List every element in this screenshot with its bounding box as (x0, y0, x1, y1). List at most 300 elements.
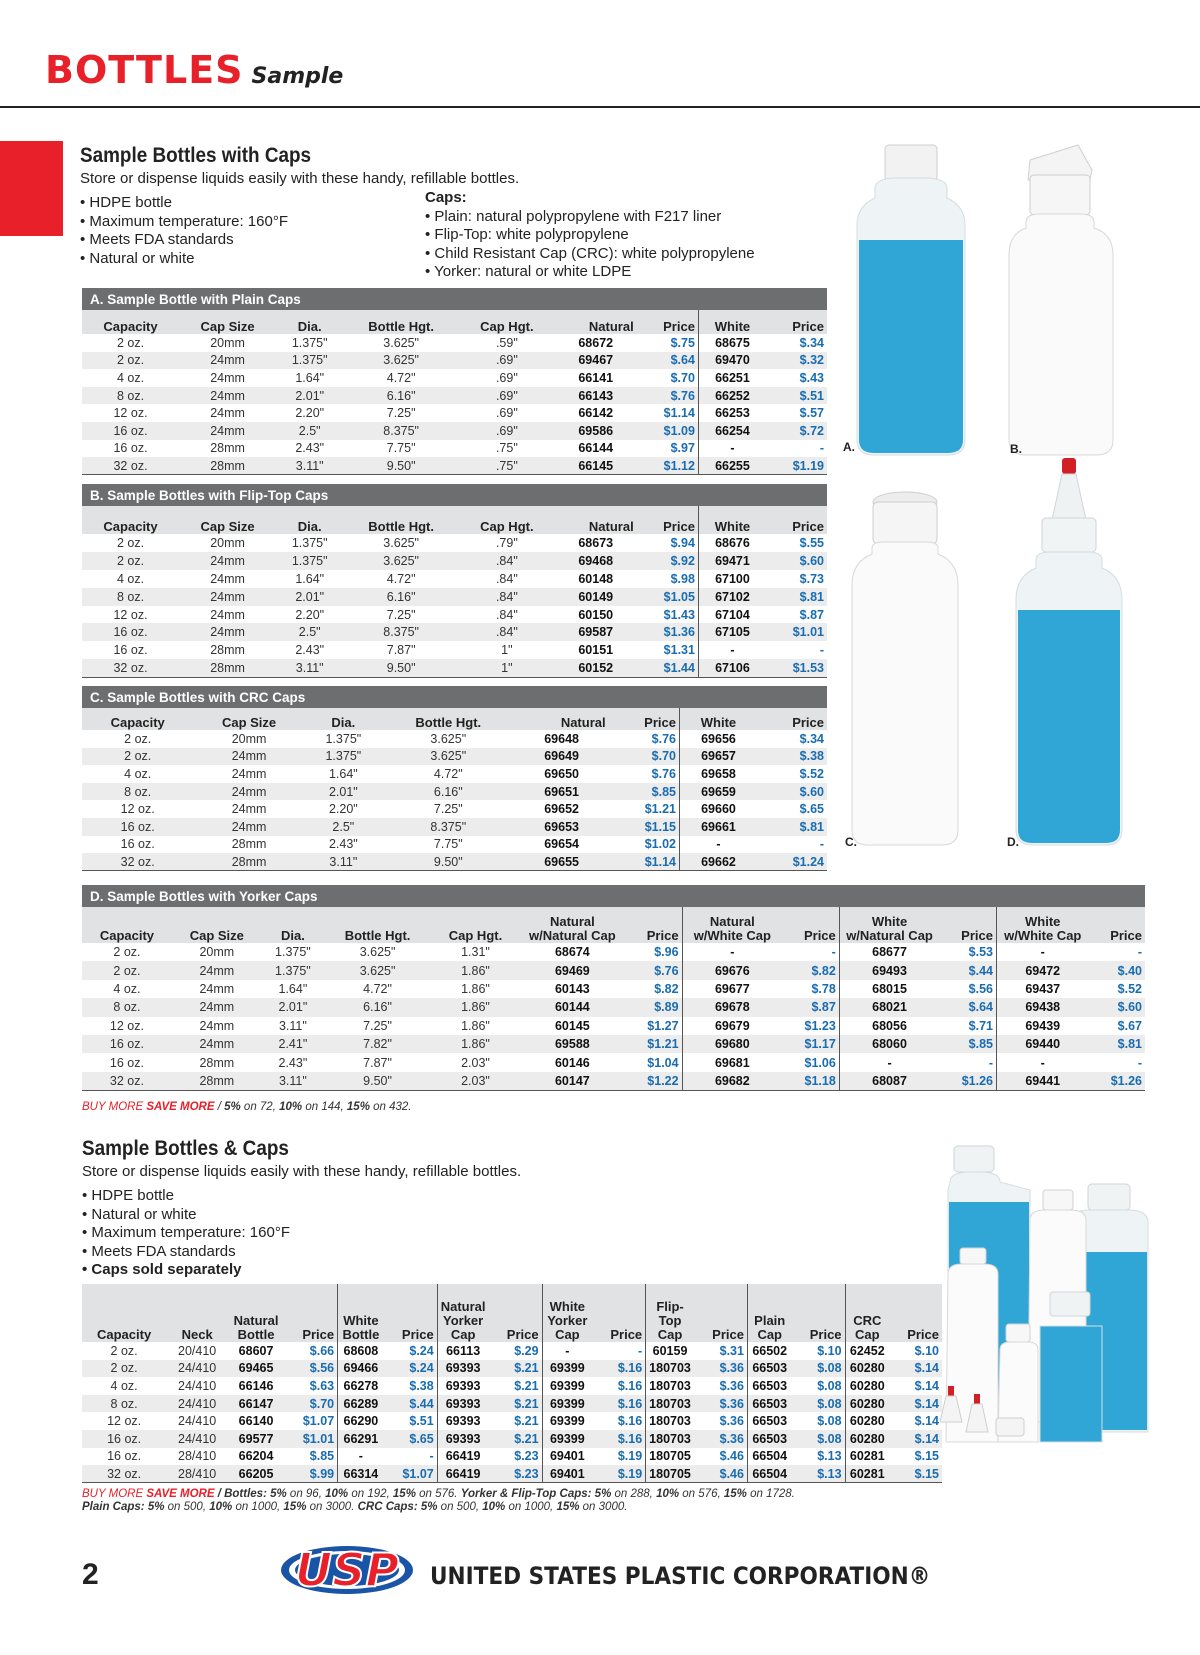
table-cell: $.60 (766, 552, 827, 570)
table-cell: $.99 (284, 1465, 338, 1483)
table-cell: 16 oz. (113, 441, 148, 456)
note-text: Plain Caps: (82, 1501, 148, 1513)
table-cell: $.76 (637, 387, 699, 405)
table-row (82, 800, 827, 818)
note-text: 10% (325, 1488, 349, 1500)
table-cell: 69651 (515, 783, 609, 801)
table-cell: 69469 (520, 961, 625, 979)
table-cell: 24/410 (178, 1378, 217, 1393)
table-cell: 32 oz. (82, 1072, 172, 1090)
product-label-c: C. (845, 835, 857, 849)
table-cell: 7.87" (363, 1055, 392, 1070)
column-header: Bottle Hgt. (343, 310, 459, 334)
table-cell: $1.06 (782, 1053, 839, 1071)
column-header: Natural (555, 506, 637, 534)
table-cell: 9.50" (343, 457, 459, 475)
table-cell: 28mm (210, 441, 245, 456)
table-row (82, 369, 827, 387)
table-row (82, 730, 827, 748)
table-cell: 7.25" (433, 802, 463, 817)
page-title: BOTTLES (45, 48, 244, 92)
table-cell: 69650 (544, 766, 579, 781)
table-cell: $.76 (609, 730, 680, 748)
table-cell: 1.375" (262, 961, 324, 979)
column-header: Price (284, 1284, 338, 1342)
table-cell: - (819, 643, 824, 658)
note-text: 15% (392, 1488, 416, 1500)
table-cell: $.29 (489, 1342, 543, 1360)
table-cell: 24mm (193, 748, 304, 766)
table-cell: 69437 (1025, 981, 1061, 996)
table-cell: $.23 (489, 1465, 543, 1483)
table-cell: $.64 (939, 998, 996, 1016)
table-cell: 2.03" (461, 1055, 490, 1070)
table-cell: 66146 (238, 1378, 274, 1393)
table-cell: $.19 (592, 1465, 646, 1483)
note-text: Yorker & Flip-Top Caps: (460, 1488, 595, 1500)
table-cell: 68060 (839, 1035, 939, 1053)
column-header: Price (939, 907, 996, 943)
table-cell: 60159 (652, 1343, 688, 1358)
table-cell: 69393 (445, 1378, 481, 1393)
table-cell: 32 oz. (82, 457, 179, 475)
table-cell: 2.01" (276, 387, 343, 405)
note-text: 10% (656, 1488, 680, 1500)
table-cell: $.36 (694, 1377, 748, 1395)
table-cell: 66253 (715, 406, 750, 421)
table-cell: 4.72" (433, 766, 463, 781)
table-cell: 68087 (839, 1072, 939, 1090)
column-header: Bottle Hgt. (324, 907, 431, 943)
table-cell: 69587 (555, 623, 637, 641)
table-cell: .75" (495, 441, 518, 456)
table-cell: $.89 (625, 998, 682, 1016)
table-cell: $1.21 (625, 1035, 682, 1053)
table-cell: - (819, 441, 824, 456)
table-cell: .69" (495, 370, 518, 385)
note-text: on 144, (302, 1101, 347, 1113)
table-cell: 66205 (228, 1465, 284, 1483)
column-header: Price (609, 708, 680, 730)
table-cell: $.36 (694, 1395, 748, 1413)
table-cell: 24mm (199, 981, 235, 996)
table-cell: 16 oz. (113, 643, 148, 658)
table-cell: 2.41" (262, 1035, 324, 1053)
table-row (82, 818, 827, 836)
note-text: on 96, (286, 1488, 326, 1500)
table-cell: 2.43" (278, 1055, 308, 1070)
table-cell: 2 oz. (113, 945, 141, 960)
table-cell: 69401 (542, 1465, 592, 1483)
table-cell: $.66 (284, 1342, 338, 1360)
table-cell: 60152 (555, 659, 637, 677)
table-row (82, 1412, 942, 1430)
table-cell: 69471 (698, 552, 766, 570)
table-cell: 66503 (752, 1414, 788, 1429)
table-cell: 2 oz. (116, 335, 145, 350)
table-cell: 69661 (679, 818, 757, 836)
table-cell: 1.375" (275, 945, 311, 960)
table-cell: $.52 (799, 766, 824, 781)
note-text: on 72, (240, 1101, 280, 1113)
table-cell: $.36 (694, 1430, 748, 1448)
table-cell: 2 oz. (110, 1343, 138, 1358)
table-cell: $1.24 (757, 853, 827, 871)
table-cell: 2.20" (328, 802, 358, 817)
table-cell: 16 oz. (120, 837, 155, 852)
table-cell: 66278 (343, 1378, 379, 1393)
table-cell: $.97 (637, 440, 699, 458)
table-cell: 24mm (210, 370, 245, 385)
table-cell: 3.625" (383, 335, 419, 350)
table-cell: 1.86" (461, 981, 490, 996)
table-cell: 3.11" (262, 1072, 324, 1090)
table-cell: $.24 (384, 1342, 438, 1360)
note-text: 15% (346, 1101, 370, 1113)
table-cell: .69" (459, 352, 555, 370)
table-cell: $.08 (791, 1377, 845, 1395)
table-cell: $.81 (766, 588, 827, 606)
table-cell: 32 oz. (82, 853, 193, 871)
note-text: 5% (594, 1488, 612, 1500)
usp-logo (278, 1532, 416, 1604)
table-cell: 1.375" (291, 535, 328, 550)
table-row (82, 1035, 1145, 1053)
table-cell: $.38 (757, 748, 827, 766)
table-cell: $1.17 (782, 1035, 839, 1053)
table-cell: 2 oz. (82, 961, 172, 979)
page-header (45, 48, 343, 98)
table-cell: $.44 (939, 961, 996, 979)
discount-note-2 (82, 1488, 795, 1514)
table-row (82, 836, 827, 854)
table-cell: - (939, 1053, 996, 1071)
table-cell: $1.23 (782, 1017, 839, 1035)
table-cell: $.76 (609, 765, 680, 783)
table-cell: 32 oz. (82, 1465, 166, 1483)
table-cell: 60280 (849, 1414, 885, 1429)
table-cell: 69493 (839, 961, 939, 979)
table-cell: 180703 (649, 1414, 691, 1429)
table-cell: $.57 (799, 406, 824, 421)
table-cell: $.15 (889, 1465, 942, 1483)
table-cell: 6.16" (343, 387, 459, 405)
table-cell: $1.22 (625, 1072, 682, 1090)
note-text: on 432. (369, 1101, 412, 1113)
table-cell: $1.01 (284, 1430, 338, 1448)
table-cell: 2 oz. (82, 1360, 166, 1378)
column-header: Price (757, 708, 827, 730)
table-row (82, 606, 827, 624)
column-header: Bottle Hgt. (382, 708, 515, 730)
table-cell: 8.375" (343, 422, 459, 440)
table-cell: 6.16" (324, 998, 431, 1016)
section1-title: Sample Bottles with Caps (80, 144, 312, 167)
table-cell: .59" (495, 335, 518, 350)
table-cell: $.64 (637, 352, 699, 370)
table-cell: 4 oz. (110, 1378, 138, 1393)
table-cell: 69399 (549, 1378, 585, 1393)
column-header: Cap Hgt. (459, 310, 555, 334)
table-row (82, 980, 1145, 998)
table-cell: 69655 (515, 853, 609, 871)
table-cell: 69679 (714, 1018, 750, 1033)
table-cell: 24mm (179, 422, 276, 440)
table-cell: 24mm (179, 588, 276, 606)
table-cell: 60145 (554, 1018, 590, 1033)
table-cell: 69658 (701, 766, 736, 781)
table-cell: 69588 (520, 1035, 625, 1053)
table-cell: - (716, 837, 721, 852)
table-row (82, 1430, 942, 1448)
table-cell: $.13 (791, 1465, 845, 1483)
header-rule (0, 106, 1200, 108)
note-text: 10% (209, 1501, 233, 1513)
table-cell: 60149 (555, 588, 637, 606)
table-cell: 69662 (679, 853, 757, 871)
table-flip-top-caps (82, 484, 827, 678)
table-cell: $1.18 (782, 1072, 839, 1090)
table-cell: $.53 (939, 943, 996, 961)
table-cell: $.10 (914, 1343, 939, 1358)
column-header: White (698, 310, 766, 334)
note-text: on 576, (679, 1488, 724, 1500)
table-cell: $.70 (284, 1395, 338, 1413)
table-row (82, 457, 827, 475)
table-cell: 60151 (578, 643, 614, 658)
table-cell: 3.625" (382, 748, 515, 766)
table-cell: - (730, 441, 735, 456)
table-cell: $.76 (625, 961, 682, 979)
column-header: Cap Hgt. (459, 506, 555, 534)
table-cell: 24/410 (166, 1360, 228, 1378)
table-cell: 2 oz. (82, 748, 193, 766)
table-yorker-caps (82, 885, 1145, 1091)
table-row (82, 422, 827, 440)
column-header: Dia. (276, 506, 343, 534)
table-cell: 24/410 (166, 1395, 228, 1413)
table-row (82, 588, 827, 606)
table-cell: $1.53 (766, 659, 827, 677)
table-plain-caps (82, 288, 827, 475)
table-cell: 60146 (554, 1055, 590, 1070)
table-cell: 68021 (839, 998, 939, 1016)
table-cell: 28mm (210, 643, 245, 658)
table-cell: 2 oz. (82, 352, 179, 370)
table-cell: 1.31" (461, 945, 490, 960)
column-header: Capacity (82, 506, 179, 534)
table-cell: $.13 (791, 1448, 845, 1466)
table-cell: $.36 (694, 1412, 748, 1430)
column-header: White (679, 708, 757, 730)
table-cell: 16 oz. (107, 1449, 142, 1464)
list-item: • Child Resistant Cap (CRC): white polypropylene (425, 245, 755, 264)
table-cell: $.46 (694, 1448, 748, 1466)
table-cell: $.78 (782, 980, 839, 998)
table-cell: 2 oz. (124, 731, 152, 746)
table-cell: 69393 (445, 1414, 481, 1429)
table-row (82, 1017, 1145, 1035)
column-header: Cap Hgt. (431, 907, 520, 943)
table-cell: $.43 (799, 370, 824, 385)
column-header: Natural Yorker Cap (437, 1284, 488, 1342)
table-cell: 24mm (210, 406, 245, 421)
table-cell: 4.72" (386, 571, 416, 586)
table-row (82, 765, 827, 783)
table-cell: 24mm (179, 552, 276, 570)
column-header: White Bottle (338, 1284, 384, 1342)
table-cell: 28/410 (178, 1449, 217, 1464)
table-cell: 68015 (872, 981, 907, 996)
table-cell: .75" (459, 457, 555, 475)
table-cell: 7.25" (386, 406, 416, 421)
column-header: Cap Size (179, 310, 276, 334)
table-cell: 24mm (231, 802, 267, 817)
table-cell: 8 oz. (82, 998, 172, 1016)
column-header: CRC Cap (845, 1284, 889, 1342)
column-header: White w/White Cap (996, 907, 1088, 943)
table-row (82, 1465, 942, 1483)
table-cell: 20mm (210, 335, 245, 350)
table-cell: 8 oz. (82, 387, 179, 405)
table-cell: 3.11" (276, 457, 343, 475)
list-item: • Maximum temperature: 160°F (82, 1224, 290, 1243)
table-cell: 3.625" (430, 731, 467, 746)
column-header: Price (694, 1284, 748, 1342)
column-header: Dia. (305, 708, 382, 730)
table-row (82, 853, 827, 871)
table-cell: 2 oz. (82, 552, 179, 570)
table-cell: - (1040, 945, 1045, 960)
table-cell: $.21 (489, 1412, 543, 1430)
section2-title: Sample Bottles & Caps (82, 1137, 289, 1160)
table-cell: 69653 (515, 818, 609, 836)
column-header: Price (766, 506, 827, 534)
table-caption: D. Sample Bottles with Yorker Caps (82, 885, 1145, 907)
table-cell: $.08 (791, 1395, 845, 1413)
table-cell: 1.375" (291, 335, 328, 350)
table-cell: .69" (459, 422, 555, 440)
table-cell: 69470 (698, 352, 766, 370)
table-cell: 69439 (1025, 1018, 1061, 1033)
table-cell: 9.50" (324, 1072, 431, 1090)
note-text: on 500, (437, 1501, 483, 1513)
column-header: Capacity (82, 1284, 166, 1342)
table-cell: 24mm (172, 1035, 262, 1053)
table-cell: 66204 (238, 1449, 274, 1464)
table-cell: 24mm (199, 1018, 235, 1033)
table-cell: 69677 (714, 981, 750, 996)
table-cell: $.08 (791, 1360, 845, 1378)
table-cell: $1.19 (766, 457, 827, 475)
table-row (82, 1342, 942, 1360)
table-row (82, 1395, 942, 1413)
table-cell: $.08 (791, 1412, 845, 1430)
table-row (82, 570, 827, 588)
bottle-d-image (1016, 458, 1122, 845)
table-cell: 60147 (520, 1072, 625, 1090)
table-cell: $.98 (637, 570, 699, 588)
table-cell: $.87 (799, 607, 824, 622)
table-cell: 24mm (179, 352, 276, 370)
table-cell: 24mm (231, 766, 267, 781)
table-cell: 20/410 (178, 1343, 217, 1358)
table-cell: 8.375" (343, 623, 459, 641)
table-caption: B. Sample Bottles with Flip-Top Caps (82, 484, 827, 506)
table-cell: 69438 (996, 998, 1088, 1016)
table-cell: 16 oz. (109, 1055, 144, 1070)
table-cell: $.85 (609, 783, 680, 801)
table-row (82, 352, 827, 370)
section1-bullets (80, 194, 288, 268)
column-header: White (698, 506, 766, 534)
table-cell: $.51 (384, 1412, 438, 1430)
table-cell: $.51 (766, 387, 827, 405)
note-text: 10% (482, 1501, 506, 1513)
table-cell: 69441 (996, 1072, 1088, 1090)
table-cell: 24mm (172, 998, 262, 1016)
table-cell: 32 oz. (82, 659, 179, 677)
table-cell: 28mm (193, 853, 304, 871)
product-label-d: D. (1007, 835, 1019, 849)
table-cell: 2.01" (262, 998, 324, 1016)
table-cell: .84" (459, 552, 555, 570)
table-cell: 1.375" (276, 352, 343, 370)
note-text: on 576. (415, 1488, 461, 1500)
table-cell: 3.11" (278, 1018, 307, 1033)
table-row (82, 387, 827, 405)
note-text: on 3000. (579, 1501, 628, 1513)
column-header: Price (766, 310, 827, 334)
table-cell: $.72 (766, 422, 827, 440)
table-cell: 60281 (849, 1449, 885, 1464)
table-cell: 69577 (228, 1430, 284, 1448)
table-cell: 8 oz. (82, 588, 179, 606)
table-cell: 66291 (338, 1430, 384, 1448)
table-cell: 1" (459, 659, 555, 677)
section2-desc: Store or dispense liquids easily with these handy, refillable bottles. (82, 1163, 522, 1180)
column-header: Plain Cap (747, 1284, 791, 1342)
table-cell: 28mm (179, 457, 276, 475)
list-item: • Yorker: natural or white LDPE (425, 263, 755, 282)
table-cell: 180703 (646, 1360, 694, 1378)
table-cell: $.82 (782, 961, 839, 979)
column-header: Dia. (276, 310, 343, 334)
table-cell: 69654 (544, 837, 579, 852)
table-cell: $1.07 (384, 1465, 438, 1483)
table-cell: 2.43" (328, 837, 358, 852)
table-cell: $.36 (694, 1360, 748, 1378)
column-header: Price (625, 907, 682, 943)
table-row (82, 641, 827, 659)
table-cell: .84" (459, 623, 555, 641)
note-text: on 3000. (306, 1501, 358, 1513)
table-cell: 28mm (199, 1055, 235, 1070)
table-cell: 66314 (338, 1465, 384, 1483)
table-cell: 2.43" (295, 643, 325, 658)
table-cell: $.40 (1088, 961, 1145, 979)
table-cell: 2.01" (276, 588, 343, 606)
table-cell: .84" (495, 571, 518, 586)
table-cell: 24mm (179, 387, 276, 405)
table-cell: 60280 (845, 1395, 889, 1413)
list-item: • Natural or white (80, 250, 288, 269)
table-cell: 180705 (649, 1449, 691, 1464)
table-cell: 68607 (238, 1343, 274, 1358)
note-text: 5% (224, 1101, 241, 1113)
table-cell: $.75 (637, 334, 699, 352)
table-cell: .84" (459, 588, 555, 606)
